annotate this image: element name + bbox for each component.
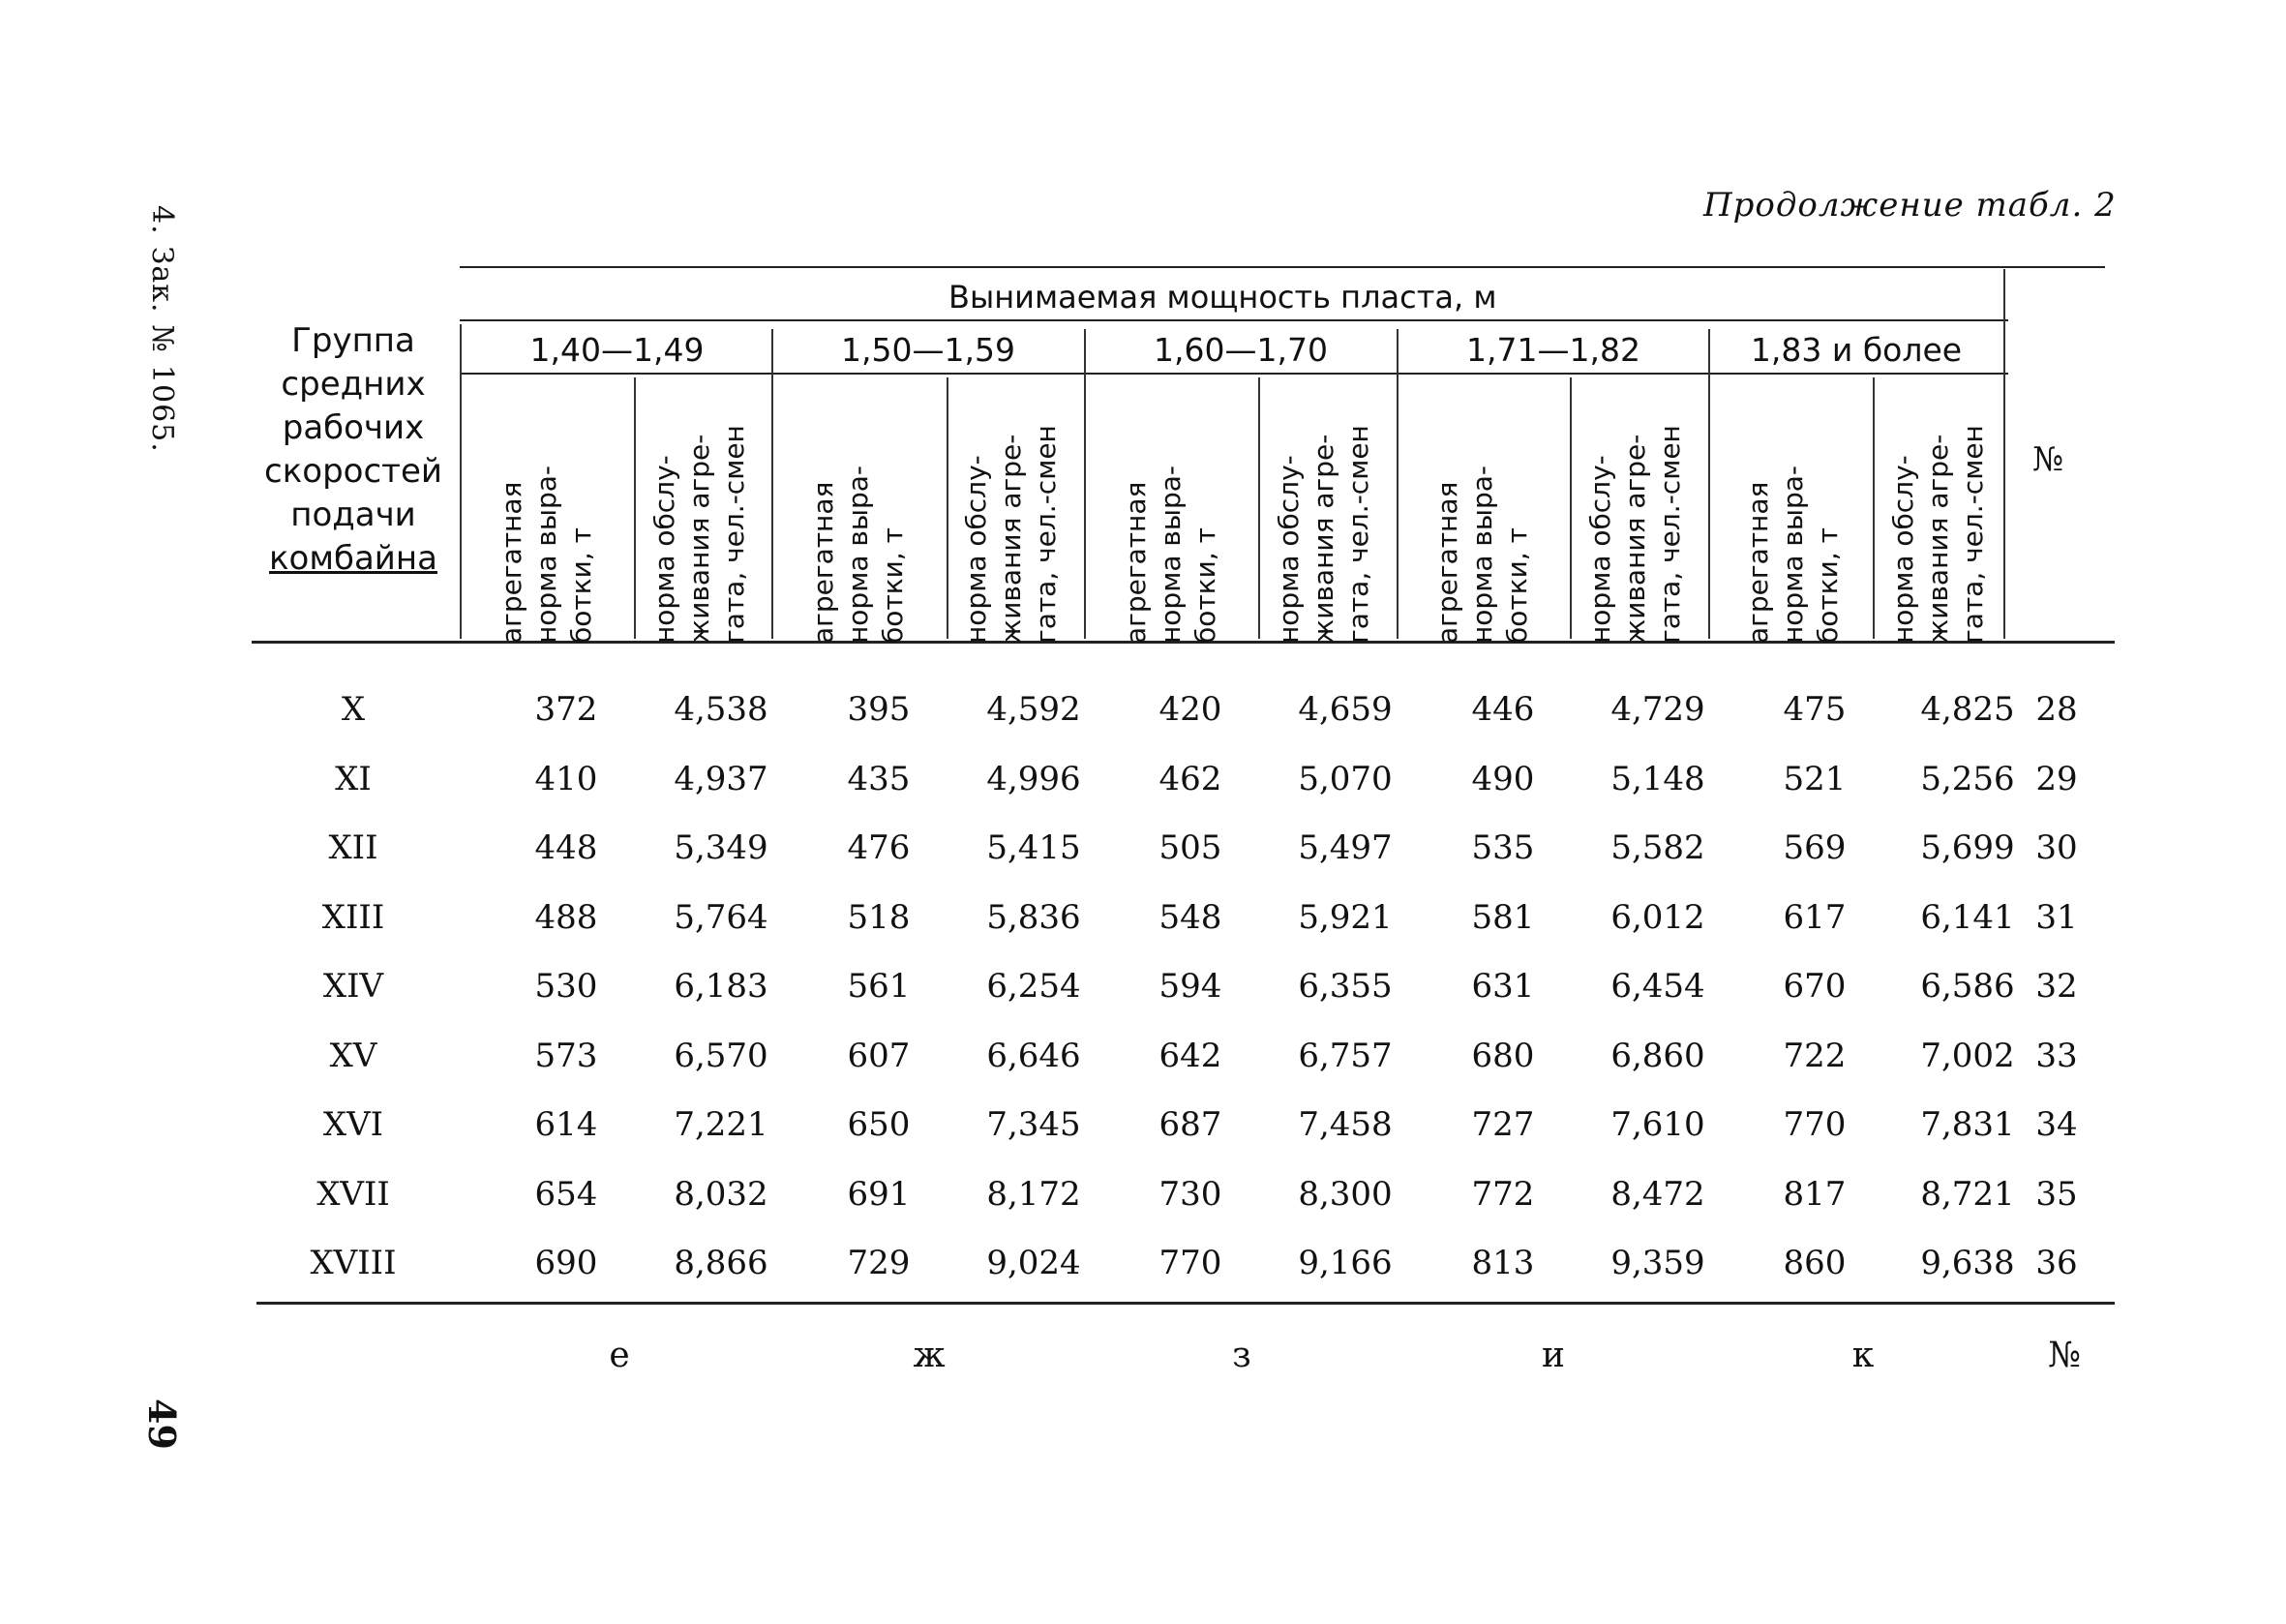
- row-number-cell: 29: [2035, 759, 2078, 798]
- service-norm-cell: 4,538: [674, 690, 768, 729]
- row-number-cell: 34: [2035, 1105, 2078, 1144]
- sub-header-line: норма обслу-: [648, 455, 680, 644]
- service-norm-cell: 5,256: [1920, 759, 2015, 798]
- output-norm-cell: 631: [1471, 967, 1535, 1006]
- output-norm-cell: 446: [1471, 690, 1535, 729]
- output-norm-cell: 475: [1783, 690, 1847, 729]
- footer-label: з: [1232, 1336, 1251, 1375]
- group-column-header: [256, 319, 450, 581]
- output-norm-header: [786, 382, 931, 644]
- sub-header-line: ботки, т: [1501, 527, 1533, 644]
- service-norm-cell: 5,415: [986, 828, 1081, 867]
- page-number: 49: [140, 1398, 184, 1450]
- service-norm-header: [939, 382, 1084, 644]
- service-norm-cell: 5,836: [986, 897, 1081, 937]
- service-norm-header: [627, 382, 772, 644]
- service-norm-cell: 5,349: [674, 828, 768, 867]
- service-norm-header: [1866, 382, 2011, 644]
- output-norm-cell: 770: [1158, 1244, 1222, 1282]
- output-norm-cell: 420: [1158, 690, 1222, 729]
- range-header: 1,60—1,70: [1154, 331, 1328, 369]
- service-norm-cell: 9,166: [1298, 1244, 1393, 1282]
- range-header: 1,71—1,82: [1466, 331, 1640, 369]
- output-norm-cell: 518: [847, 897, 911, 937]
- sub-header-line: живания агре-: [995, 434, 1027, 644]
- sub-header-line: ботки, т: [877, 527, 909, 644]
- margin-note-part: 4.: [145, 205, 179, 235]
- table-top-rule: [460, 266, 2105, 268]
- service-norm-cell: 6,454: [1610, 967, 1705, 1006]
- row-number-cell: 32: [2035, 967, 2078, 1006]
- sub-header-line: живания агре-: [1619, 434, 1651, 644]
- sub-header-line: норма обслу-: [1584, 455, 1616, 644]
- output-norm-cell: 680: [1471, 1036, 1535, 1075]
- output-norm-cell: 670: [1783, 967, 1847, 1006]
- speed-group-cell: X: [341, 690, 366, 729]
- output-norm-header: [474, 382, 619, 644]
- output-norm-cell: 395: [847, 690, 911, 729]
- sub-header-line: норма обслу-: [1887, 455, 1919, 644]
- service-norm-cell: 4,937: [674, 759, 768, 798]
- output-norm-cell: 729: [847, 1244, 911, 1282]
- sub-header-line: агрегатная: [807, 481, 839, 644]
- service-norm-cell: 9,024: [986, 1244, 1081, 1282]
- service-norm-cell: 5,148: [1610, 759, 1705, 798]
- output-norm-cell: 561: [847, 967, 911, 1006]
- service-norm-cell: 5,921: [1298, 897, 1393, 937]
- service-norm-cell: 5,497: [1298, 828, 1393, 867]
- service-norm-cell: 5,070: [1298, 759, 1393, 798]
- footer-label: и: [1542, 1336, 1565, 1375]
- output-norm-cell: 521: [1783, 759, 1847, 798]
- service-norm-cell: 7,458: [1298, 1105, 1393, 1144]
- output-norm-cell: 607: [847, 1036, 911, 1075]
- table-row: [0, 1105, 2078, 1163]
- service-norm-cell: 9,638: [1920, 1244, 2015, 1282]
- service-norm-cell: 8,172: [986, 1174, 1081, 1214]
- output-norm-cell: 772: [1471, 1174, 1535, 1214]
- group-header-line: комбайна: [269, 539, 437, 578]
- sub-header-line: гата, чел.-смен: [718, 425, 750, 644]
- sub-header-line: норма обслу-: [960, 455, 992, 644]
- table-row: [0, 1174, 2078, 1233]
- output-norm-cell: 535: [1471, 828, 1535, 867]
- table-row: [0, 1036, 2078, 1095]
- span-header-rule: [460, 319, 2008, 321]
- sub-header-line: норма выра-: [530, 465, 562, 644]
- output-norm-cell: 488: [534, 897, 598, 937]
- service-norm-cell: 7,831: [1920, 1105, 2015, 1144]
- sub-header-line: норма выра-: [1466, 465, 1498, 644]
- output-norm-cell: 650: [847, 1105, 911, 1144]
- sub-header-line: ботки, т: [565, 527, 597, 644]
- row-number-cell: 35: [2035, 1174, 2078, 1214]
- group-header-line: Группа: [291, 321, 415, 360]
- range-header: 1,50—1,59: [841, 331, 1015, 369]
- output-norm-cell: 691: [847, 1174, 911, 1214]
- sub-header-line: норма выра-: [842, 465, 874, 644]
- service-norm-cell: 6,012: [1610, 897, 1705, 937]
- sub-header-line: норма выра-: [1155, 465, 1187, 644]
- service-norm-cell: 6,570: [674, 1036, 768, 1075]
- output-norm-cell: 770: [1783, 1105, 1847, 1144]
- column-divider: [1708, 329, 1710, 639]
- output-norm-cell: 813: [1471, 1244, 1535, 1282]
- speed-group-cell: XVII: [316, 1174, 390, 1214]
- output-norm-cell: 617: [1783, 897, 1847, 937]
- row-number-cell: 30: [2035, 828, 2078, 867]
- service-norm-cell: 6,586: [1920, 967, 2015, 1006]
- service-norm-cell: 5,699: [1920, 828, 2015, 867]
- speed-group-cell: XII: [328, 828, 378, 867]
- output-norm-cell: 462: [1158, 759, 1222, 798]
- service-norm-header: [1563, 382, 1708, 644]
- service-norm-cell: 8,472: [1610, 1174, 1705, 1214]
- footer-label: е: [609, 1336, 630, 1375]
- output-norm-header: [1721, 382, 1866, 644]
- sub-header-line: живания агре-: [1922, 434, 1954, 644]
- service-norm-cell: 8,866: [674, 1244, 768, 1282]
- row-number-cell: 28: [2035, 690, 2078, 729]
- service-norm-cell: 5,764: [674, 897, 768, 937]
- output-norm-cell: 817: [1783, 1174, 1847, 1214]
- service-norm-cell: 4,996: [986, 759, 1081, 798]
- speed-group-cell: XV: [329, 1036, 377, 1075]
- service-norm-cell: 5,582: [1610, 828, 1705, 867]
- margin-note-part: Зак.: [145, 246, 179, 314]
- margin-note-part: №: [145, 324, 179, 353]
- output-norm-cell: 581: [1471, 897, 1535, 937]
- service-norm-cell: 8,300: [1298, 1174, 1393, 1214]
- service-norm-cell: 6,646: [986, 1036, 1081, 1075]
- output-norm-cell: 410: [534, 759, 598, 798]
- continuation-caption: Продолжение табл. 2: [1703, 186, 2117, 225]
- table-bottom-rule: [256, 1302, 2115, 1305]
- output-norm-cell: 573: [534, 1036, 598, 1075]
- output-norm-cell: 594: [1158, 967, 1222, 1006]
- row-number-cell: 31: [2035, 897, 2078, 937]
- output-norm-cell: 490: [1471, 759, 1535, 798]
- group-header-line: подачи: [290, 496, 416, 534]
- sub-header-line: агрегатная: [1431, 481, 1463, 644]
- group-header-line: скоростей: [264, 452, 442, 491]
- range-header-rule: [460, 373, 2008, 375]
- output-norm-cell: 372: [534, 690, 598, 729]
- service-norm-cell: 7,002: [1920, 1036, 2015, 1075]
- output-norm-header: [1098, 382, 1244, 644]
- range-header: 1,40—1,49: [529, 331, 705, 369]
- output-norm-cell: 476: [847, 828, 911, 867]
- sub-header-line: агрегатная: [1120, 481, 1152, 644]
- sub-header-line: гата, чел.-смен: [1342, 425, 1374, 644]
- column-divider: [460, 324, 462, 639]
- output-norm-cell: 614: [534, 1105, 598, 1144]
- output-norm-cell: 548: [1158, 897, 1222, 937]
- table-row: [0, 759, 2078, 818]
- group-header-line: средних: [281, 365, 426, 404]
- row-number-header: №: [2032, 440, 2064, 479]
- output-norm-cell: 690: [534, 1244, 598, 1282]
- service-norm-cell: 6,141: [1920, 897, 2015, 937]
- service-norm-cell: 8,721: [1920, 1174, 2015, 1214]
- service-norm-cell: 4,729: [1610, 690, 1705, 729]
- service-norm-header: [1251, 382, 1397, 644]
- service-norm-cell: 7,610: [1610, 1105, 1705, 1144]
- sub-header-line: живания агре-: [683, 434, 715, 644]
- output-norm-cell: 569: [1783, 828, 1847, 867]
- table-row: [0, 690, 2078, 748]
- output-norm-cell: 654: [534, 1174, 598, 1214]
- sub-header-line: гата, чел.-смен: [1957, 425, 1989, 644]
- margin-note-part: 1065.: [145, 364, 179, 453]
- service-norm-cell: 6,860: [1610, 1036, 1705, 1075]
- output-norm-cell: 687: [1158, 1105, 1222, 1144]
- output-norm-cell: 727: [1471, 1105, 1535, 1144]
- sub-header-line: гата, чел.-смен: [1030, 425, 1062, 644]
- row-number-cell: 33: [2035, 1036, 2078, 1075]
- service-norm-cell: 9,359: [1610, 1244, 1705, 1282]
- sub-header-line: норма обслу-: [1273, 455, 1305, 644]
- service-norm-cell: 8,032: [674, 1174, 768, 1214]
- service-norm-cell: 6,355: [1298, 967, 1393, 1006]
- service-norm-cell: 7,345: [986, 1105, 1081, 1144]
- output-norm-cell: 448: [534, 828, 598, 867]
- output-norm-cell: 860: [1783, 1244, 1847, 1282]
- speed-group-cell: XVI: [322, 1105, 384, 1144]
- speed-group-cell: XI: [335, 759, 372, 798]
- output-norm-cell: 505: [1158, 828, 1222, 867]
- table-row: [0, 1244, 2078, 1302]
- output-norm-header: [1410, 382, 1555, 644]
- speed-group-cell: XIII: [321, 897, 385, 937]
- table-row: [0, 897, 2078, 956]
- service-norm-cell: 6,183: [674, 967, 768, 1006]
- column-divider: [1084, 329, 1086, 639]
- sub-header-line: агрегатная: [496, 481, 527, 644]
- range-header: 1,83 и более: [1750, 331, 1963, 369]
- output-norm-cell: 435: [847, 759, 911, 798]
- output-norm-cell: 642: [1158, 1036, 1222, 1075]
- footer-label: к: [1851, 1336, 1875, 1375]
- column-divider: [1397, 329, 1399, 639]
- speed-group-cell: XVIII: [310, 1244, 397, 1282]
- output-norm-cell: 730: [1158, 1174, 1222, 1214]
- output-norm-cell: 530: [534, 967, 598, 1006]
- speed-group-cell: XIV: [322, 967, 384, 1006]
- sub-header-line: ботки, т: [1189, 527, 1221, 644]
- margin-order-note: [145, 205, 179, 465]
- sub-header-line: норма выра-: [1777, 465, 1809, 644]
- service-norm-cell: 6,254: [986, 967, 1081, 1006]
- table-row: [0, 967, 2078, 1025]
- footer-label: ж: [913, 1336, 946, 1375]
- output-norm-cell: 722: [1783, 1036, 1847, 1075]
- footer-label: №: [2047, 1336, 2082, 1375]
- sub-header-line: ботки, т: [1812, 527, 1844, 644]
- sub-header-line: живания агре-: [1308, 434, 1339, 644]
- table-row: [0, 828, 2078, 887]
- sub-header-line: агрегатная: [1742, 481, 1774, 644]
- seam-thickness-header: Вынимаемая мощность пласта, м: [948, 279, 1497, 316]
- service-norm-cell: 4,659: [1298, 690, 1393, 729]
- service-norm-cell: 4,825: [1920, 690, 2015, 729]
- sub-header-line: гата, чел.-смен: [1654, 425, 1686, 644]
- service-norm-cell: 4,592: [986, 690, 1081, 729]
- service-norm-cell: 6,757: [1298, 1036, 1393, 1075]
- service-norm-cell: 7,221: [674, 1105, 768, 1144]
- row-number-cell: 36: [2035, 1244, 2078, 1282]
- group-header-line: рабочих: [282, 408, 425, 447]
